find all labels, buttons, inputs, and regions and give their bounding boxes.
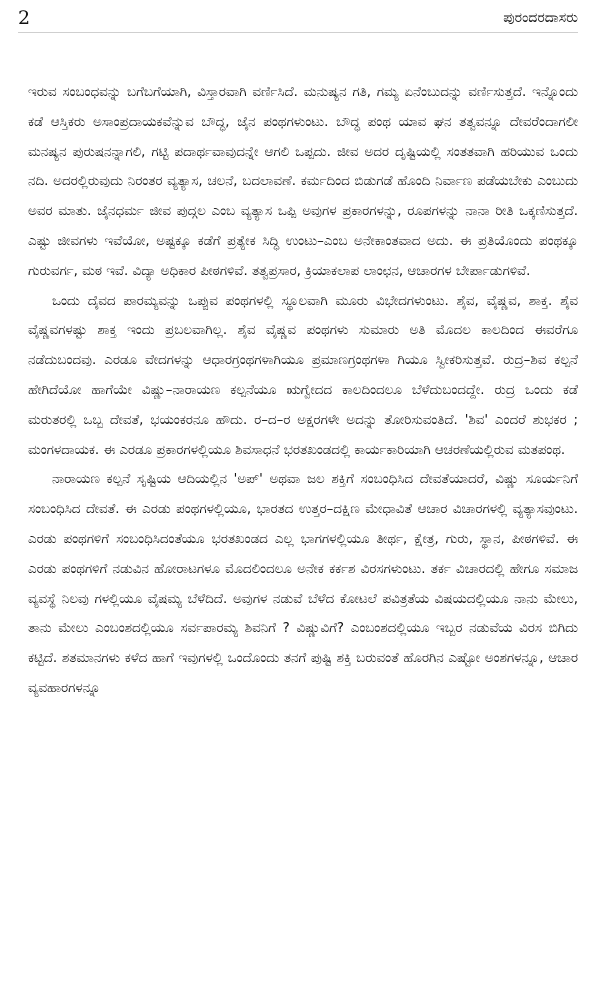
page-header (18, 6, 578, 33)
body-text (28, 78, 578, 704)
paragraph: ಒಂದು ದೈವದ ಪಾರಮ್ಯವನ್ನು ಒಪ್ಪುವ ಪಂಥಗಳಲ್ಲಿ ಸ್ಥೂಲವಾಗಿ ಮೂರು ವಿಭೇದಗಳುಂಟು. ಶೈವ, ವೈಷ್ಣವ, ಶಾಕ್ತ. ಶೈವ ವೈಷ್ಣವಗಳಷ್ಟು ಶಾಕ್ತ ಇಂದು ಪ್ರಬಲವಾಗಿಲ್ಲ. ಶೈವ ವೈಷ್ಣವ ಪಂಥಗಳು ಸುಮಾರು ಅತಿ ಮೊದಲ ಕಾಲದಿಂದ ಈವರೆಗೂ ನಡೆದುಬಂದವು. ಎರಡೂ ವೇದಗಳನ್ನು ಆಧಾರಗ್ರಂಥಗಳಾಗಿಯೂ ಪ್ರಮಾಣಗ್ರಂಥಗಳಾ ಗಿಯೂ ಸ್ವೀಕರಿಸುತ್ತವೆ. ರುದ್ರ–ಶಿವ ಕಲ್ಪನೆ ಹೇಗಿದೆಯೋ ಹಾಗೆಯೇ ವಿಷ್ಣು–ನಾರಾಯಣ ಕಲ್ಪನೆಯೂ ಋಗ್ವೇದದ ಕಾಲದಿಂದಲೂ ಬೆಳೆದುಬಂದದ್ದೇ. ರುದ್ರ ಒಂದು ಕಡೆ ಮರುತರಲ್ಲಿ ಒಬ್ಬ ದೇವತೆ, ಭಯಂಕರನೂ ಹೌದು. ರ–ದ–ರ ಅಕ್ಷರಗಳೇ ಅದನ್ನು ತೋರಿಸುವಂತಿದೆ. 'ಶಿವ' ಎಂದರೆ ಶುಭಕರ ; ಮಂಗಳದಾಯಕ. ಈ ಎರಡೂ ಪ್ರಕಾರಗಳಲ್ಲಿಯೂ ಶಿವಸಾಧನೆ ಭರತಖಂಡದಲ್ಲಿ ಕಾರ್ಯಕಾರಿಯಾಗಿ ಆಚರಣೆಯಲ್ಲಿರುವ ಮತಪಂಥ. (28, 293, 578, 458)
paragraph: ಇರುವ ಸಂಬಂಧವನ್ನು ಬಗೆಬಗೆಯಾಗಿ, ವಿಸ್ತಾರವಾಗಿ ವರ್ಣಿಸಿದೆ. ಮನುಷ್ಯನ ಗತಿ, ಗಮ್ಯ ಏನೆಂಬುದನ್ನು ವರ್ಣಿಸುತ್ತದೆ. ಇನ್ನೊಂದು ಕಡೆ ಆಸ್ತಿಕರು ಅಸಾಂಪ್ರದಾಯಕವೆನ್ನುವ ಬೌದ್ಧ, ಜೈನ ಪಂಥಗಳುಂಟು. ಬೌದ್ಧ ಪಂಥ ಯಾವ ಘನ ತತ್ವವನ್ನೂ ದೇವರೆಂದಾಗಲೀ ಮನಷ್ಯನ ಪುರುಷನನ್ನಾಗಲಿ, ಗಟ್ಟಿ ಪದಾರ್ಥವಾವುದನ್ನೇ ಆಗಲಿ ಒಪ್ಪದು. ಜೀವ ಅದರ ದೃಷ್ಟಿಯಲ್ಲಿ ಸಂತತವಾಗಿ ಹರಿಯುವ ಒಂದು ನದಿ. ಅದರಲ್ಲಿರುವುದು ನಿರಂತರ ವ್ಯತ್ಯಾಸ, ಚಲನೆ, ಬದಲಾವಣೆ. ಕರ್ಮದಿಂದ ಬಿಡುಗಡೆ ಹೊಂದಿ ನಿರ್ವಾಣ ಪಡೆಯಬೇಕು ಎಂಬುದು ಅವರ ಮಾತು. ಜೈನಧರ್ಮ ಜೀವ ಪುದ್ಗಲ ಎಂಬ ವ್ಯತ್ಯಾಸ ಒಪ್ಪಿ ಅವುಗಳ ಪ್ರಕಾರಗಳನ್ನು, ರೂಪಗಳನ್ನು ನಾನಾ ರೀತಿ ಒಕ್ಕಣಿಸುತ್ತದೆ. ಎಷ್ಟು ಜೀವಗಳು ಇವೆಯೋ, ಅಷ್ಟಕ್ಕೂ ಕಡೆಗೆ ಪ್ರತ್ಯೇಕ ಸಿದ್ಧಿ ಉಂಟು–ಎಂಬ ಅನೇಕಾಂತವಾದ ಅದು. ಈ ಪ್ರತಿಯೊಂದು ಪಂಥಕ್ಕೂ ಗುರುವರ್ಗ, ಮಠ ಇವೆ. ವಿದ್ಯಾ ಅಧಿಕಾರ ಪೀಠಗಳಿವೆ. ತತ್ವಪ್ರಸಾರ, ಕ್ರಿಯಾಕಲಾಪ ಲಾಂಛನ, ಆಚಾರಗಳ ಬೇರ್ಪಾಡುಗಳಿವೆ. (28, 85, 578, 279)
running-title: ಪುರಂದರದಾಸರು (503, 10, 578, 26)
paragraph: ನಾರಾಯಣ ಕಲ್ಪನೆ ಸೃಷ್ಟಿಯ ಆದಿಯಲ್ಲಿನ 'ಅಪ್' ಅಥವಾ ಜಲ ಶಕ್ತಿಗೆ ಸಂಬಂಧಿಸಿದ ದೇವತೆಯಾದರೆ, ವಿಷ್ಣು ಸೂರ್ಯನಿಗೆ ಸಂಬಂಧಿಸಿದ ದೇವತೆ. ಈ ಎರಡು ಪಂಥಗಳಲ್ಲಿಯೂ, ಭಾರತದ ಉತ್ತರ–ದಕ್ಷಿಣ ಮೇಧಾವಿತೆ ಆಚಾರ ವಿಚಾರಗಳಲ್ಲಿ ವ್ಯತ್ಯಾಸವುಂಟು. ಎರಡು ಪಂಥಗಳಿಗೆ ಸಂಬಂಧಿಸಿದಂತೆಯೂ ಭರತಖಂಡದ ಎಲ್ಲ ಭಾಗಗಳಲ್ಲಿಯೂ ತೀರ್ಥ, ಕ್ಷೇತ್ರ, ಗುರು, ಸ್ಥಾನ, ಪೀಠಗಳಿವೆ. ಈ ಎರಡು ಪಂಥಗಳಿಗೆ ನಡುವಿನ ಹೋರಾಟಗಳೂ ಮೊದಲಿಂದಲೂ ಅನೇಕ ಕರ್ಕಶ ವಿರಸಗಳುಂಟು. ತರ್ಕ ವಿಚಾರದಲ್ಲಿ ಹೇಗೂ ಸಮಾಜ ವ್ಯವಸ್ಥೆ ನಿಲವು ಗಳಲ್ಲಿಯೂ ವೈಷಮ್ಯ ಬೆಳೆದಿದೆ. ಅವುಗಳ ನಡುವೆ ಬೆಳೆದ ಕೋಟಲೆ ಪವಿತ್ರತೆಯ ವಿಷಯದಲ್ಲಿಯೂ ನಾನು ಮೇಲು, ತಾನು ಮೇಲು ಎಂಬಂಶದಲ್ಲಿಯೂ ಸರ್ವಪಾರಮ್ಯ ಶಿವನಿಗೆ ? ವಿಷ್ಣುವಿಗೆ? ಎಂಬಂಶದಲ್ಲಿಯೂ ಇಬ್ಬರ ನಡುವೆಯ ವಿರಸ ಬಿಗಿದು ಕಟ್ಟಿದೆ. ಶತಮಾನಗಳು ಕಳೆದ ಹಾಗೆ ಇವುಗಳಲ್ಲಿ ಒಂದೊಂದು ತನಗೆ ಪುಷ್ಟಿ ಶಕ್ತಿ ಬರುವಂತೆ ಹೊರಗಿನ ಎಷ್ಟೋ ಅಂಶಗಳನ್ನೂ, ಆಚಾರ ವ್ಯವಹಾರಗಳನ್ನೂ (28, 472, 578, 696)
page-number: 2 (18, 7, 31, 29)
